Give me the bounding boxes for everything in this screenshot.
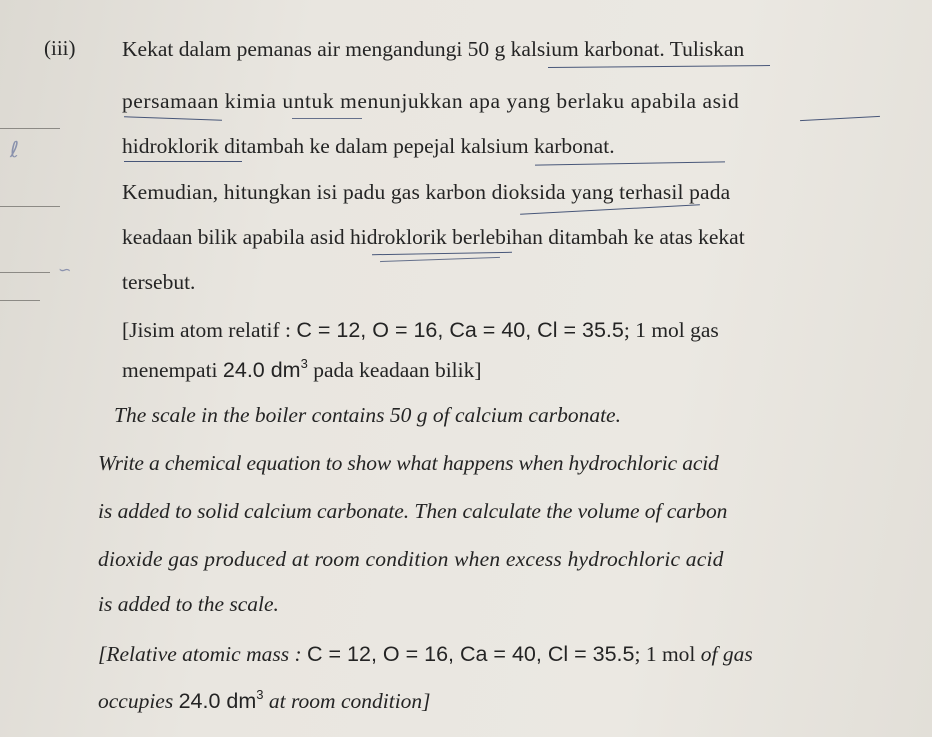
english-line-3: is added to solid calcium carbonate. Then calculate the volume of carbon	[98, 499, 728, 523]
english-line-5: is added to the scale.	[98, 592, 279, 616]
english-line-1: The scale in the boiler contains 50 g of calcium carbonate.	[114, 403, 621, 427]
english-data-prefix: [Relative atomic mass :	[98, 642, 307, 666]
underline-mark	[535, 161, 725, 165]
margin-line	[0, 128, 60, 129]
english-line-2: Write a chemical equation to show what happens when hydrochloric acid	[98, 451, 719, 475]
malay-line-6: tersebut.	[122, 270, 196, 294]
english-atomic-masses: C = 12, O = 16, Ca = 40, Cl = 35.5	[307, 642, 635, 666]
margin-line	[0, 272, 50, 273]
malay-data-suffix: ; 1 mol gas	[623, 318, 719, 342]
english-data-line-2	[98, 687, 431, 715]
malay-volume: 24.0 dm	[222, 358, 301, 382]
english-volume: 24.0 dm	[178, 689, 257, 713]
english-data-suffix-b: of gas	[700, 642, 753, 666]
malay-line-4: Kemudian, hitungkan isi padu gas karbon dioksida yang terhasil pada	[122, 180, 731, 204]
question-number: (iii)	[44, 36, 76, 60]
malay-data-line-1	[122, 316, 719, 344]
english-occupies: occupies	[98, 689, 179, 713]
margin-line	[0, 206, 60, 207]
margin-scribble: ℓ	[10, 138, 20, 163]
malay-line-3: hidroklorik ditambah ke dalam pepejal kalsium karbonat.	[122, 134, 615, 158]
english-data-line-1	[98, 640, 753, 668]
malay-line-2: persamaan kimia untuk menunjukkan apa yang berlaku apabila asid	[122, 89, 740, 113]
malay-data-prefix: [Jisim atom relatif :	[122, 318, 297, 342]
underline-mark	[292, 118, 362, 119]
margin-line	[0, 300, 40, 301]
malay-line-1: Kekat dalam pemanas air mengandungi 50 g kalsium karbonat. Tuliskan	[122, 37, 745, 61]
english-volume-exponent: 3	[256, 687, 264, 702]
english-data-suffix-a: ; 1 mol	[634, 642, 701, 666]
english-line-4: dioxide gas produced at room condition when excess hydrochloric acid	[98, 547, 724, 571]
malay-atomic-masses: C = 12, O = 16, Ca = 40, Cl = 35.5	[296, 318, 624, 342]
english-room-condition: at room condition]	[263, 689, 431, 713]
underline-mark	[124, 161, 242, 162]
underline-mark	[800, 116, 880, 121]
malay-room-condition: pada keadaan bilik]	[307, 358, 482, 382]
underline-mark	[124, 116, 222, 120]
underline-mark	[372, 252, 512, 255]
malay-occupies: menempati	[122, 358, 223, 382]
underline-mark	[548, 65, 770, 68]
malay-volume-exponent: 3	[300, 356, 308, 371]
underline-mark	[380, 257, 500, 262]
malay-line-5: keadaan bilik apabila asid hidroklorik berlebihan ditambah ke atas kekat	[122, 225, 745, 249]
margin-scribble: ∽	[58, 260, 72, 279]
malay-data-line-2	[122, 356, 482, 384]
